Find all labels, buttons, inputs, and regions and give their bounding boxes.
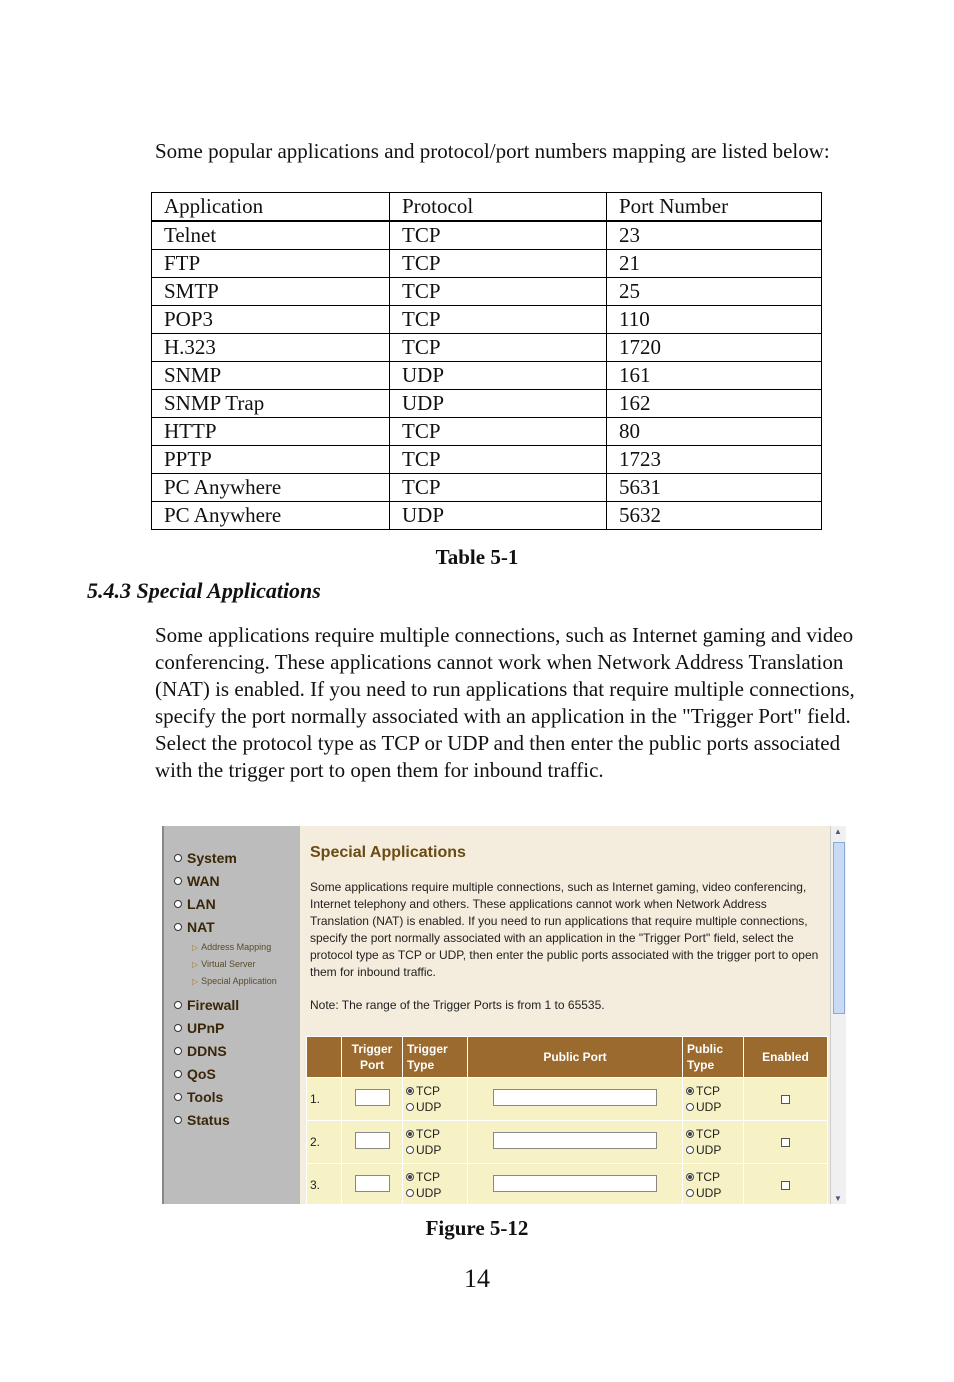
section-paragraph: Some applications require multiple connections, such as Internet gaming and video conferencing. These applications cannot work when Network Address Translation (NAT) is enabled. If you need to run applications that require multiple connections, specify the port normally associated with an application in the "Trigger Port" field. Select the protocol type as TCP or UDP and then enter the public ports associated with the trigger port to open them for inbound traffic. <box>155 623 855 782</box>
header-public-type <box>683 1037 744 1078</box>
radio-empty-icon <box>406 1146 414 1154</box>
cell-port: 5631 <box>607 474 822 502</box>
radio-label: UDP <box>416 1100 442 1114</box>
cell-protocol: TCP <box>390 306 607 334</box>
cell-protocol: UDP <box>390 362 607 390</box>
table-row <box>152 278 822 306</box>
table-row <box>152 250 822 278</box>
page-description: Some applications require multiple connections, such as Internet gaming, video conferencing, Internet telephony and others. These applications cannot work when Network Address Translation (NAT) is enabled. If you need to run applications that require multiple connections, specify the port normally associated with an application in the "Trigger Port" field, select the protocol type as TCP or UDP, then enter the public ports associated with the trigger port to open them for inbound traffic. <box>310 880 819 979</box>
range-note: Note: The range of the Trigger Ports is from 1 to 65535. <box>310 998 605 1012</box>
sidebar-item-qos[interactable] <box>174 1066 277 1089</box>
sidebar-item-lan[interactable] <box>174 896 277 919</box>
header-index <box>307 1037 342 1078</box>
bullet-icon <box>174 877 182 885</box>
header-public-port: Public Port <box>468 1037 683 1078</box>
cell-protocol: TCP <box>390 446 607 474</box>
bullet-icon <box>174 1047 182 1055</box>
sidebar-item-system[interactable] <box>174 850 277 873</box>
sidebar-item-label: System <box>187 850 237 866</box>
bullet-icon <box>174 900 182 908</box>
cell-port: 21 <box>607 250 822 278</box>
intro-text: Some popular applications and protocol/port numbers mapping are listed below: <box>155 139 830 163</box>
trigger-port-cell <box>342 1164 403 1205</box>
trigger-type-cell <box>403 1078 468 1121</box>
radio-label: TCP <box>696 1170 720 1184</box>
cell-port: 25 <box>607 278 822 306</box>
enabled-cell <box>744 1121 828 1164</box>
cell-protocol: TCP <box>390 250 607 278</box>
sidebar <box>164 826 300 1204</box>
table-row <box>152 221 822 250</box>
public-type-cell <box>683 1121 744 1164</box>
enabled-checkbox[interactable] <box>781 1138 790 1147</box>
port-mapping-table <box>151 192 822 530</box>
table-row <box>152 390 822 418</box>
header-line: Trigger <box>407 1042 448 1056</box>
public-type-udp-radio[interactable] <box>686 1099 740 1115</box>
cell-port: 1723 <box>607 446 822 474</box>
router-screenshot <box>162 826 846 1204</box>
submenu-item-address-mapping[interactable] <box>192 942 277 959</box>
submenu-item-label: Special Application <box>201 976 277 986</box>
row-number: 1. <box>307 1078 342 1121</box>
trigger-type-tcp-radio[interactable] <box>406 1169 464 1185</box>
row-number: 2. <box>307 1121 342 1164</box>
table-row <box>152 418 822 446</box>
sidebar-item-label: UPnP <box>187 1020 225 1036</box>
cell-protocol: UDP <box>390 390 607 418</box>
public-port-cell <box>468 1078 683 1121</box>
header-line: Type <box>407 1058 435 1072</box>
cell-application: SMTP <box>152 278 390 306</box>
page-title: Special Applications <box>310 844 466 861</box>
bullet-icon <box>174 1001 182 1009</box>
public-port-cell <box>468 1121 683 1164</box>
public-port-input[interactable] <box>493 1175 657 1192</box>
header-trigger-type <box>403 1037 468 1078</box>
radio-label: TCP <box>696 1084 720 1098</box>
sidebar-nav <box>174 850 277 1135</box>
header-port-number: Port Number <box>607 193 822 222</box>
bullet-icon <box>174 923 182 931</box>
sidebar-item-label: Tools <box>187 1089 224 1105</box>
special-applications-table <box>306 1036 828 1204</box>
cell-protocol: TCP <box>390 221 607 250</box>
cell-port: 23 <box>607 221 822 250</box>
submenu-item-special-application[interactable] <box>192 976 277 993</box>
submenu-item-label: Virtual Server <box>201 959 256 969</box>
radio-empty-icon <box>406 1189 414 1197</box>
radio-label: TCP <box>416 1127 440 1141</box>
header-line: Public <box>687 1042 724 1056</box>
table-row <box>152 362 822 390</box>
trigger-port-input[interactable] <box>355 1175 390 1192</box>
cell-port: 5632 <box>607 502 822 530</box>
cell-application: H.323 <box>152 334 390 362</box>
radio-empty-icon <box>686 1189 694 1197</box>
header-line: Trigger <box>351 1042 393 1056</box>
cell-application: HTTP <box>152 418 390 446</box>
sidebar-item-label: QoS <box>187 1066 216 1082</box>
radio-label: UDP <box>696 1186 722 1200</box>
public-type-cell <box>683 1078 744 1121</box>
cell-port: 161 <box>607 362 822 390</box>
public-port-input[interactable] <box>493 1089 657 1106</box>
trigger-port-cell <box>342 1078 403 1121</box>
nat-submenu <box>174 942 277 993</box>
submenu-item-virtual-server[interactable] <box>192 959 277 976</box>
triangle-right-icon: ▷ <box>192 943 199 952</box>
submenu-item-label: Address Mapping <box>201 942 272 952</box>
radio-empty-icon <box>406 1103 414 1111</box>
header-protocol: Protocol <box>390 193 607 222</box>
sidebar-item-upnp[interactable] <box>174 1020 277 1043</box>
public-type-tcp-radio[interactable] <box>686 1083 740 1099</box>
cell-port: 162 <box>607 390 822 418</box>
table-row <box>307 1078 828 1121</box>
cell-application: PC Anywhere <box>152 474 390 502</box>
table-row <box>152 334 822 362</box>
trigger-type-udp-radio[interactable] <box>406 1185 464 1201</box>
radio-selected-icon <box>686 1173 694 1181</box>
header-line: Type <box>687 1058 715 1072</box>
public-type-udp-radio[interactable] <box>686 1185 740 1201</box>
sidebar-item-wan[interactable] <box>174 873 277 896</box>
sidebar-item-status[interactable] <box>174 1112 277 1135</box>
cell-application: POP3 <box>152 306 390 334</box>
table-row <box>307 1164 828 1205</box>
cell-application: PC Anywhere <box>152 502 390 530</box>
radio-label: UDP <box>416 1143 442 1157</box>
table-header-row <box>152 193 822 222</box>
sidebar-item-nat[interactable] <box>174 919 277 942</box>
trigger-type-cell <box>403 1164 468 1205</box>
public-type-tcp-radio[interactable] <box>686 1169 740 1185</box>
trigger-type-udp-radio[interactable] <box>406 1099 464 1115</box>
table-row <box>152 474 822 502</box>
header-application: Application <box>152 193 390 222</box>
sidebar-item-label: NAT <box>187 919 215 935</box>
enabled-cell <box>744 1078 828 1121</box>
enabled-checkbox[interactable] <box>781 1181 790 1190</box>
radio-selected-icon <box>406 1130 414 1138</box>
table-row <box>152 306 822 334</box>
nat-submenu-list <box>192 942 277 993</box>
radio-label: UDP <box>416 1186 442 1200</box>
cell-port: 80 <box>607 418 822 446</box>
public-type-cell <box>683 1164 744 1205</box>
cell-protocol: UDP <box>390 502 607 530</box>
table-row <box>307 1121 828 1164</box>
radio-selected-icon <box>686 1130 694 1138</box>
trigger-port-cell <box>342 1121 403 1164</box>
radio-label: TCP <box>696 1127 720 1141</box>
sidebar-item-tools[interactable] <box>174 1089 277 1112</box>
cell-application: SNMP Trap <box>152 390 390 418</box>
trigger-port-input[interactable] <box>355 1132 390 1149</box>
sidebar-item-label: Firewall <box>187 997 240 1013</box>
header-line: Port <box>360 1058 384 1072</box>
radio-selected-icon <box>406 1087 414 1095</box>
bullet-icon <box>174 1024 182 1032</box>
public-port-input[interactable] <box>493 1132 657 1149</box>
cell-protocol: TCP <box>390 418 607 446</box>
table-caption: Table 5-1 <box>435 545 519 569</box>
bullet-icon <box>174 854 182 862</box>
sidebar-item-label: DDNS <box>187 1043 227 1059</box>
triangle-right-icon: ▷ <box>192 960 199 969</box>
sidebar-item-label: Status <box>187 1112 230 1128</box>
radio-selected-icon <box>686 1087 694 1095</box>
scroll-up-icon[interactable]: ▲ <box>834 827 842 836</box>
cell-application: FTP <box>152 250 390 278</box>
radio-selected-icon <box>406 1173 414 1181</box>
figure-caption: Figure 5-12 <box>425 1216 529 1240</box>
triangle-right-icon: ▷ <box>192 977 199 986</box>
header-enabled: Enabled <box>744 1037 828 1078</box>
scroll-down-icon[interactable]: ▼ <box>834 1194 842 1203</box>
trigger-type-cell <box>403 1121 468 1164</box>
radio-label: TCP <box>416 1170 440 1184</box>
bullet-icon <box>174 1070 182 1078</box>
cell-protocol: TCP <box>390 474 607 502</box>
grid-header-row <box>307 1037 828 1078</box>
cell-protocol: TCP <box>390 334 607 362</box>
sidebar-item-label: WAN <box>187 873 220 889</box>
header-trigger-port <box>342 1037 403 1078</box>
radio-empty-icon <box>686 1146 694 1154</box>
enabled-cell <box>744 1164 828 1205</box>
trigger-port-input[interactable] <box>355 1089 390 1106</box>
cell-application: PPTP <box>152 446 390 474</box>
bullet-icon <box>174 1116 182 1124</box>
public-type-tcp-radio[interactable] <box>686 1126 740 1142</box>
bullet-icon <box>174 1093 182 1101</box>
public-port-cell <box>468 1164 683 1205</box>
cell-protocol: TCP <box>390 278 607 306</box>
scrollbar-thumb[interactable] <box>833 842 845 1014</box>
page-number: 14 <box>464 1264 490 1293</box>
cell-port: 1720 <box>607 334 822 362</box>
radio-label: UDP <box>696 1100 722 1114</box>
trigger-type-udp-radio[interactable] <box>406 1142 464 1158</box>
radio-label: TCP <box>416 1084 440 1098</box>
radio-label: UDP <box>696 1143 722 1157</box>
row-number: 3. <box>307 1164 342 1205</box>
vertical-scrollbar[interactable] <box>830 826 846 1204</box>
sidebar-item-firewall[interactable] <box>174 997 277 1020</box>
section-title: 5.4.3 Special Applications <box>87 578 321 603</box>
cell-application: Telnet <box>152 221 390 250</box>
table-row <box>152 446 822 474</box>
sidebar-item-label: LAN <box>187 896 216 912</box>
main-panel <box>300 826 830 1204</box>
trigger-type-tcp-radio[interactable] <box>406 1126 464 1142</box>
cell-application: SNMP <box>152 362 390 390</box>
public-type-udp-radio[interactable] <box>686 1142 740 1158</box>
table-row <box>152 502 822 530</box>
enabled-checkbox[interactable] <box>781 1095 790 1104</box>
sidebar-item-ddns[interactable] <box>174 1043 277 1066</box>
trigger-type-tcp-radio[interactable] <box>406 1083 464 1099</box>
radio-empty-icon <box>686 1103 694 1111</box>
cell-port: 110 <box>607 306 822 334</box>
